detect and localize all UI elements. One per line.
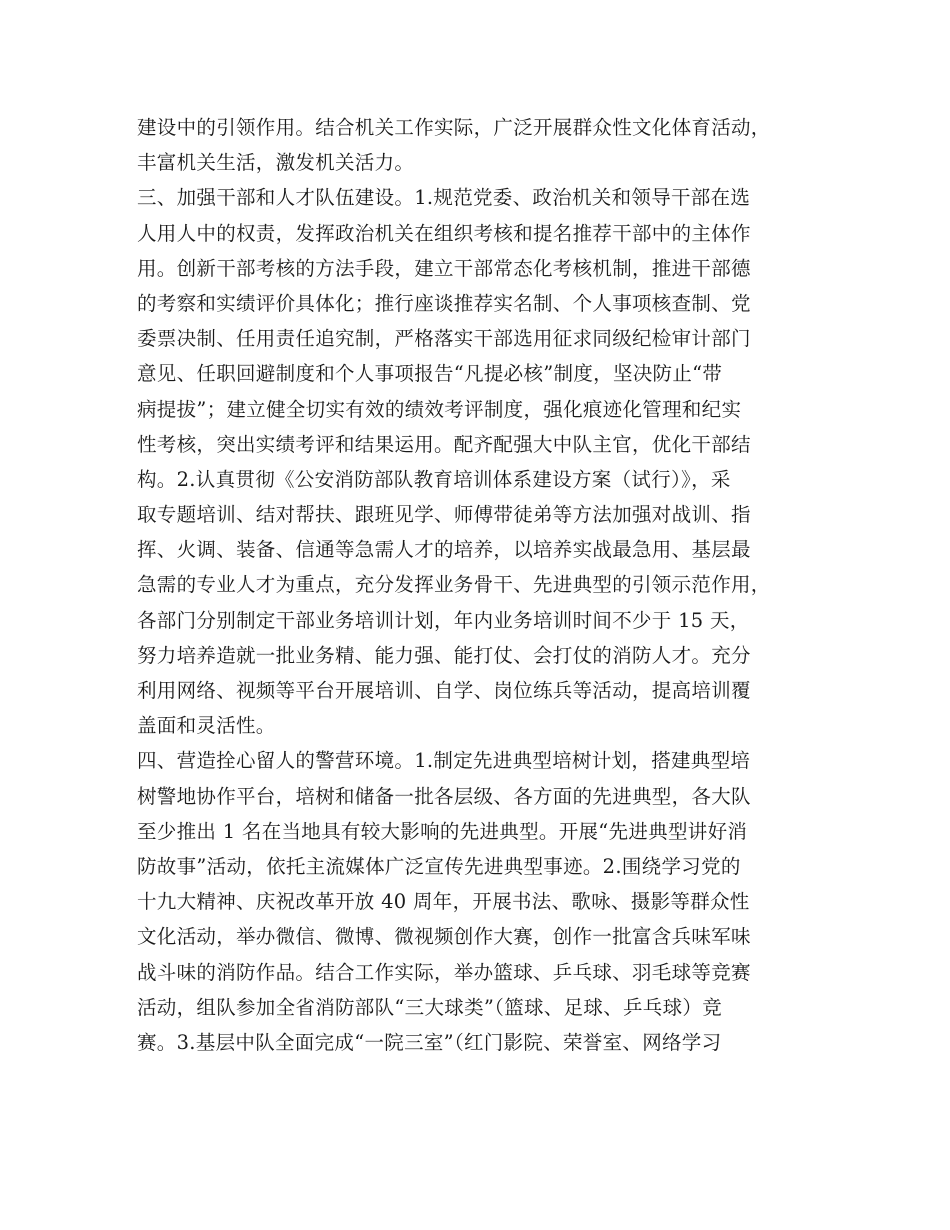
text-line: 活动，组队参加全省消防部队“三大球类”（篮球、足球、乒乓球）竞 bbox=[137, 995, 722, 1019]
text-line: 意见、任职回避制度和个人事项报告“凡提必核”制度，坚决防止“带 bbox=[137, 362, 723, 386]
text-line: 挥、火调、装备、信通等急需人才的培养，以培养实战最急用、基层最 bbox=[137, 538, 751, 562]
text-line: 病提拔”；建立健全切实有效的绩效考评制度，强化痕迹化管理和纪实 bbox=[137, 397, 742, 421]
body-text bbox=[137, 110, 827, 1060]
text-line: 四、营造拴心留人的警营环境。1.制定先进典型培树计划，搭建典型培 bbox=[137, 749, 751, 773]
text-line: 努力培养造就一批业务精、能力强、能打仗、会打仗的消防人才。充分 bbox=[137, 643, 751, 667]
text-line: 取专题培训、结对帮扶、跟班见学、师傅带徒弟等方法加强对战训、指 bbox=[137, 503, 751, 527]
text-line: 各部门分别制定干部业务培训计划，年内业务培训时间不少于 15 天， bbox=[137, 608, 750, 632]
text-line: 盖面和灵活性。 bbox=[137, 714, 276, 738]
text-line: 至少推出 1 名在当地具有较大影响的先进典型。开展“先进典型讲好消 bbox=[137, 819, 748, 843]
text-line: 用。创新干部考核的方法手段，建立干部常态化考核机制，推进干部德 bbox=[137, 256, 751, 280]
text-line: 急需的专业人才为重点，充分发挥业务骨干、先进典型的引领示范作用， bbox=[137, 573, 771, 597]
text-line: 人用人中的权责，发挥政治机关在组织考核和提名推荐干部中的主体作 bbox=[137, 221, 751, 245]
text-line: 性考核，突出实绩考评和结果运用。配齐配强大中队主官，优化干部结 bbox=[137, 432, 751, 456]
text-line: 战斗味的消防作品。结合工作实际，举办篮球、乒乓球、羽毛球等竞赛 bbox=[137, 960, 751, 984]
text-line: 赛。3.基层中队全面完成“一院三室”（红门影院、荣誉室、网络学习 bbox=[137, 1030, 722, 1054]
text-line: 构。2.认真贯彻《公安消防部队教育培训体系建设方案（试行）》，采 bbox=[137, 467, 731, 491]
text-line: 十九大精神、庆祝改革开放 40 周年，开展书法、歌咏、摄影等群众性 bbox=[137, 890, 750, 914]
text-line: 建设中的引领作用。结合机关工作实际，广泛开展群众性文化体育活动， bbox=[137, 116, 771, 139]
text-line: 树警地协作平台，培树和储备一批各层级、各方面的先进典型，各大队 bbox=[137, 784, 751, 808]
text-line: 的考察和实绩评价具体化；推行座谈推荐实名制、个人事项核查制、党 bbox=[137, 291, 751, 315]
text-line: 三、加强干部和人才队伍建设。1.规范党委、政治机关和领导干部在选 bbox=[137, 186, 751, 210]
text-line: 委票决制、任用责任追究制，严格落实干部选用征求同级纪检审计部门 bbox=[137, 327, 751, 351]
text-line: 防故事”活动，依托主流媒体广泛宣传先进典型事迹。2.围绕学习党的 bbox=[137, 854, 741, 878]
text-line: 利用网络、视频等平台开展培训、自学、岗位练兵等活动，提高培训覆 bbox=[137, 679, 751, 702]
text-line: 文化活动，举办微信、微博、微视频创作大赛，创作一批富含兵味军味 bbox=[137, 925, 751, 949]
text-line: 丰富机关生活，激发机关活力。 bbox=[137, 151, 415, 175]
